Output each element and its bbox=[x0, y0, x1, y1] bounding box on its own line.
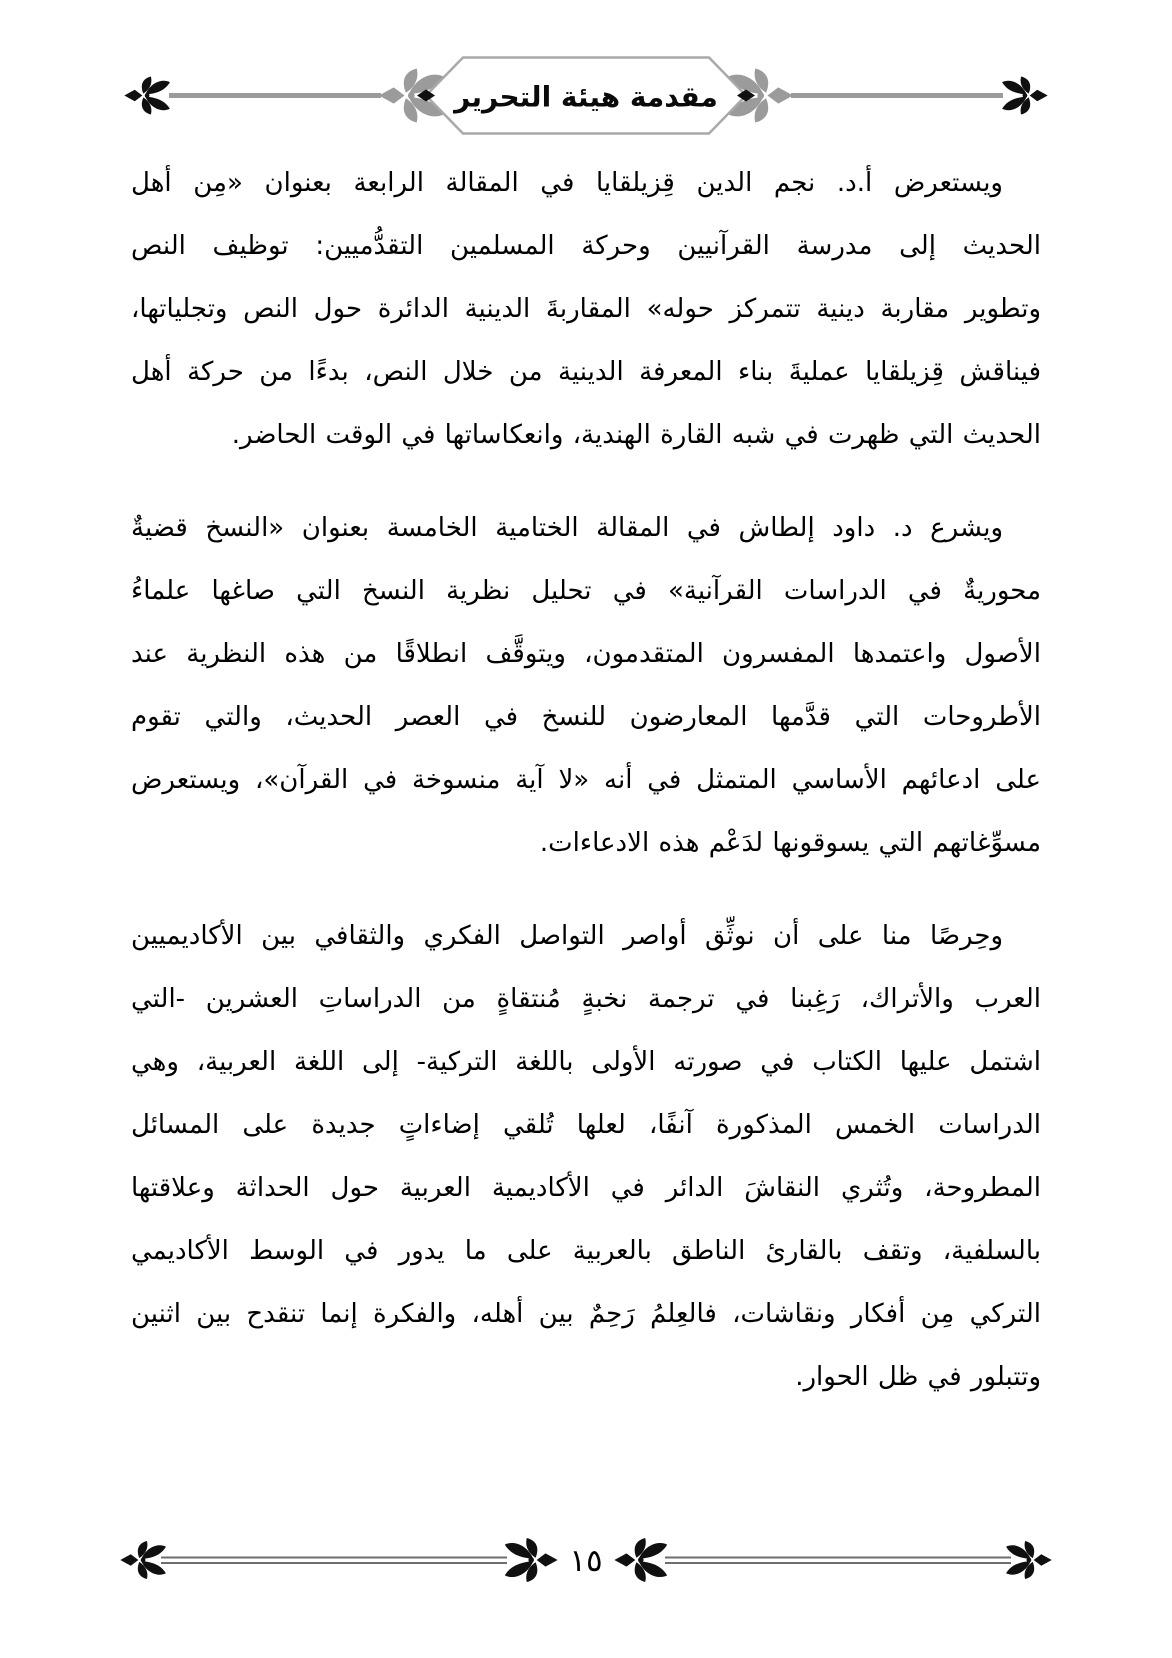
footer-rule-left bbox=[161, 1562, 507, 1564]
footer-rule-right bbox=[665, 1557, 1011, 1559]
paragraph bbox=[131, 152, 1041, 467]
text-line: على ادعائهم الأساسي المتمثل في أنه «لا آية منسوخة في القرآن»، ويستعرض bbox=[131, 765, 1041, 795]
text-line: الأطروحات التي قدَّمها المعارضون للنسخ في العصر الحديث، والتي تقوم bbox=[131, 702, 1041, 732]
text-line: العرب والأتراك، رَغِبنا في ترجمة نخبةٍ مُنتقاةٍ من الدراساتِ العشرين -التي bbox=[131, 984, 1041, 1014]
text-line: المطروحة، وتُثري النقاشَ الدائر في الأكاديمية العربية حول الحداثة وعلاقتها bbox=[131, 1173, 1041, 1203]
paragraph bbox=[131, 497, 1041, 875]
chapter-header bbox=[131, 33, 1041, 158]
header-rule-left bbox=[169, 93, 381, 98]
text-line: محوريةٌ في الدراسات القرآنية» في تحليل نظرية النسخ التي صاغها علماءُ bbox=[131, 576, 1041, 606]
page-body-text bbox=[131, 152, 1041, 1439]
text-line: فيناقش قِزيلقايا عمليةَ بناء المعرفة الدينية من خلال النص، بدءًا من حركة أهل bbox=[131, 357, 1041, 387]
fleuron-icon bbox=[614, 1538, 667, 1582]
footer-rule-right bbox=[665, 1562, 1011, 1564]
header-ornament bbox=[131, 33, 1041, 158]
text-line: ويستعرض أ.د. نجم الدين قِزيلقايا في المقالة الرابعة بعنوان «مِن أهل bbox=[131, 168, 1003, 198]
text-line: الدراسات الخمس المذكورة آنفًا، لعلها تُلقي إضاءاتٍ جديدة على المسائل bbox=[131, 1110, 1041, 1140]
paragraph bbox=[131, 905, 1041, 1409]
text-line: وتطوير مقاربة دينية تتمركز حوله» المقاربةَ الدينية الدائرة حول النص وتجلياتها، bbox=[131, 294, 1041, 324]
fleuron-icon bbox=[1006, 1541, 1052, 1579]
fleuron-icon bbox=[1002, 77, 1048, 115]
text-line: وحِرصًا منا على أن نوثِّق أواصر التواصل الفكري والثقافي بين الأكاديميين bbox=[131, 921, 1003, 951]
footer-ornament bbox=[131, 1512, 1041, 1608]
text-line: اشتمل عليها الكتاب في صورته الأولى باللغة التركية- إلى اللغة العربية، وهي bbox=[131, 1047, 1041, 1077]
footer-rule-left bbox=[161, 1557, 507, 1559]
fleuron-icon bbox=[124, 77, 170, 115]
header-rule-right bbox=[791, 93, 1003, 98]
text-line: مسوِّغاتهم التي يسوقونها لدَعْم هذه الادعاءات. bbox=[539, 828, 1041, 858]
text-line: الأصول واعتمدها المفسرون المتقدمون، ويتوقَّف انطلاقًا من هذه النظرية عند bbox=[131, 639, 1041, 669]
text-line: الحديث إلى مدرسة القرآنيين وحركة المسلمين التقدُّميين: توظيف النص bbox=[131, 231, 1041, 261]
fleuron-icon bbox=[120, 1541, 166, 1579]
text-line: التركي مِن أفكار ونقاشات، فالعِلمُ رَحِمٌ بين أهله، والفكرة إنما تنقدح بين اثنين bbox=[131, 1299, 1041, 1329]
fleuron-icon bbox=[505, 1538, 558, 1582]
page-number: ١٥ bbox=[569, 1543, 603, 1579]
text-line: الحديث التي ظهرت في شبه القارة الهندية، وانعكاساتها في الوقت الحاضر. bbox=[231, 420, 1041, 450]
text-line: وتتبلور في ظل الحوار. bbox=[795, 1362, 1041, 1392]
chapter-title: مقدمة هيئة التحرير bbox=[454, 80, 718, 114]
text-line: ويشرع د. داود إلطاش في المقالة الختامية الخامسة بعنوان «النسخ قضيةٌ bbox=[131, 513, 1003, 543]
text-line: بالسلفية، وتقف بالقارئ الناطق بالعربية على ما يدور في الوسط الأكاديمي bbox=[131, 1236, 1041, 1266]
page-footer bbox=[131, 1512, 1041, 1608]
